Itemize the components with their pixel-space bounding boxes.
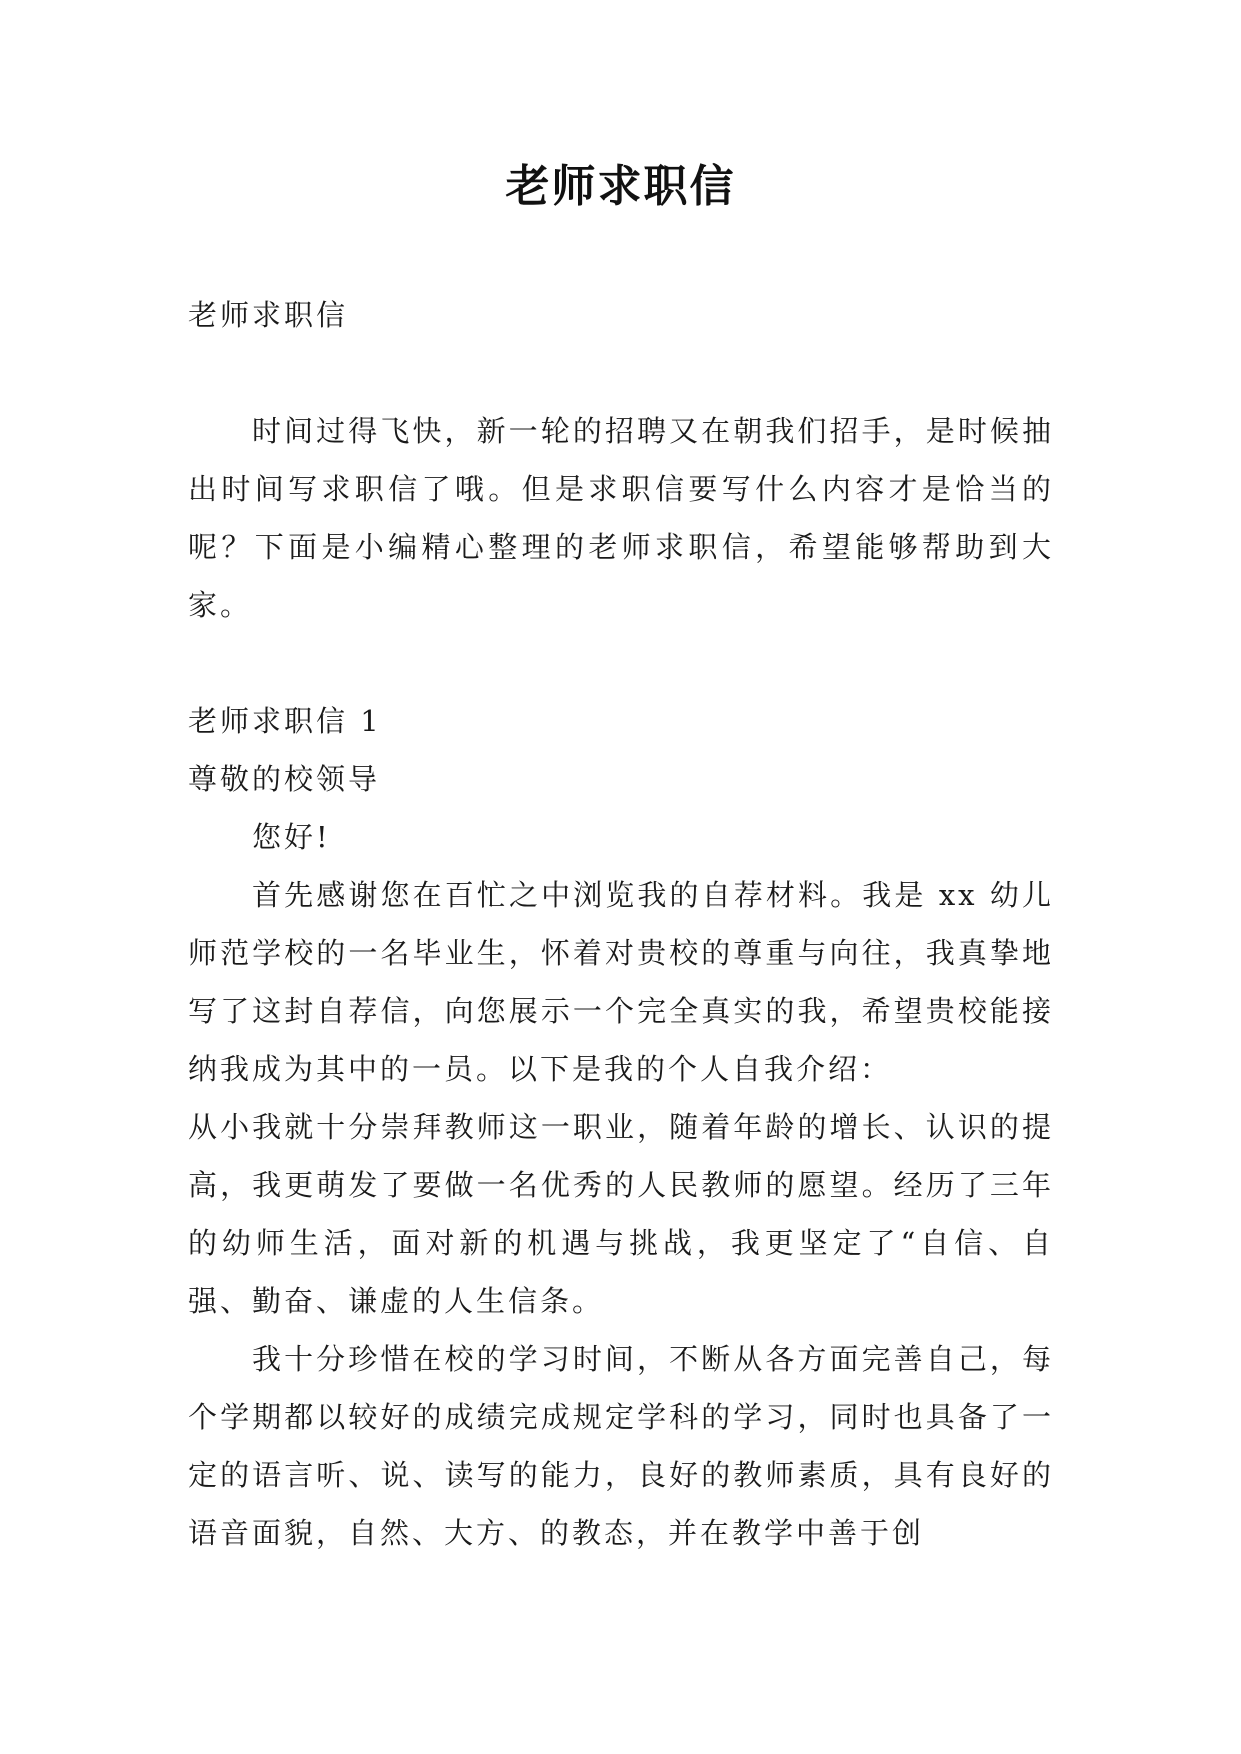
document-subtitle: 老师求职信	[188, 298, 349, 332]
greeting: 您好!	[252, 820, 331, 854]
body-paragraph-1: 首先感谢您在百忙之中浏览我的自荐材料。我是 xx 幼儿师范学校的一名毕业生，怀着对贵校的尊重与向往，我真挚地写了这封自荐信，向您展示一个完全真实的我，希望贵校能接纳我成为其中的一员。以下是我的个人自我介绍：	[188, 878, 1054, 1086]
intro-paragraph: 时间过得飞快，新一轮的招聘又在朝我们招手，是时候抽出时间写求职信了哦。但是求职信要写什么内容才是恰当的呢？下面是小编精心整理的老师求职信，希望能够帮助到大家。	[188, 414, 1054, 622]
section-heading: 老师求职信 1	[188, 704, 382, 738]
document-title: 老师求职信	[505, 161, 736, 212]
salutation: 尊敬的校领导	[188, 762, 381, 796]
body-paragraph-2: 从小我就十分崇拜教师这一职业，随着年龄的增长、认识的提高，我更萌发了要做一名优秀的人民教师的愿望。经历了三年的幼师生活，面对新的机遇与挑战，我更坚定了“自信、自强、勤奋、谦虚的人生信条。	[188, 1110, 1054, 1318]
body-paragraph-3: 我十分珍惜在校的学习时间，不断从各方面完善自己，每个学期都以较好的成绩完成规定学科的学习，同时也具备了一定的语言听、说、读写的能力，良好的教师素质，具有良好的语音面貌，自然、大方、的教态，并在教学中善于创	[188, 1342, 1054, 1550]
